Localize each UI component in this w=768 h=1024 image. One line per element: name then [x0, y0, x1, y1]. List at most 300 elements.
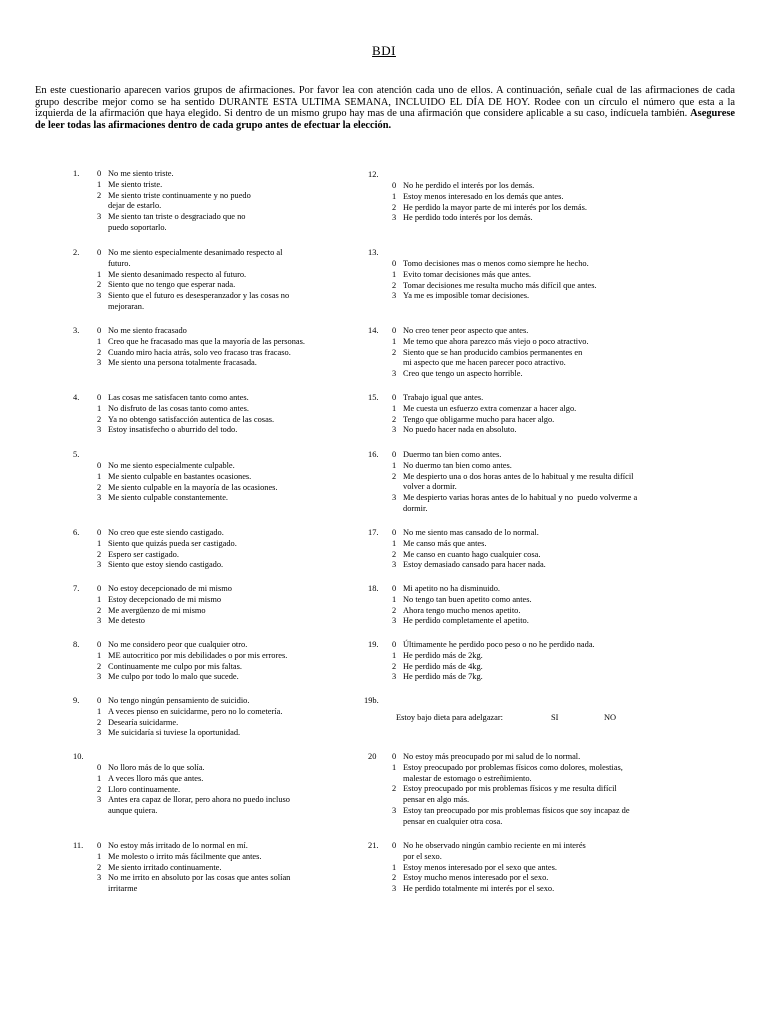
- option-number[interactable]: 1: [97, 538, 102, 548]
- option-text: Desearía suicidarme.: [108, 717, 179, 727]
- option-number[interactable]: 2: [392, 784, 397, 794]
- option-number[interactable]: 1: [392, 538, 397, 548]
- option-text: Antes era capaz de llorar, pero ahora no puedo incluso: [108, 795, 290, 805]
- option-text: He perdido todo interés por los demás.: [403, 213, 533, 223]
- answer-option[interactable]: [392, 806, 630, 828]
- option-number[interactable]: 1: [392, 862, 397, 872]
- answer-option[interactable]: [392, 291, 597, 302]
- option-number[interactable]: 3: [97, 212, 102, 222]
- answer-option[interactable]: [97, 863, 290, 874]
- option-number[interactable]: 3: [392, 805, 397, 815]
- option-number[interactable]: 2: [97, 717, 102, 727]
- option-number[interactable]: 2: [392, 549, 397, 559]
- option-text: Tengo que obligarme mucho para hacer algo.: [403, 414, 555, 424]
- diet-question: [396, 713, 617, 722]
- option-text: No creo que este siendo castigado.: [108, 528, 224, 537]
- answer-options: [392, 752, 630, 828]
- option-number[interactable]: 0: [392, 326, 397, 335]
- option-number[interactable]: 1: [97, 403, 102, 413]
- answer-options: [97, 763, 290, 817]
- option-text: Siento que el futuro es desesperanzador y las cosas no: [108, 291, 290, 301]
- option-text-continued: dormir.: [403, 503, 428, 513]
- option-number[interactable]: 2: [392, 202, 397, 212]
- answer-option[interactable]: [392, 493, 637, 515]
- option-number[interactable]: 3: [97, 616, 102, 626]
- answer-option[interactable]: [392, 461, 637, 472]
- answer-option[interactable]: [97, 528, 237, 539]
- option-text: No lloro más de lo que solía.: [108, 763, 205, 772]
- answer-option[interactable]: [392, 550, 546, 561]
- answer-option[interactable]: [392, 528, 546, 539]
- option-number[interactable]: 2: [392, 873, 397, 883]
- option-text-continued: dejar de estarlo.: [108, 201, 162, 211]
- option-text: No me siento especialmente culpable.: [108, 461, 235, 470]
- option-text-continued: malestar de estomago o estreñimiento.: [403, 773, 532, 783]
- option-number[interactable]: 2: [97, 347, 102, 357]
- answer-option[interactable]: [97, 873, 290, 895]
- option-text: He perdido más de 2kg.: [403, 650, 483, 660]
- answer-option[interactable]: [392, 259, 597, 270]
- option-number[interactable]: 1: [97, 594, 102, 604]
- question-number: 13.: [368, 248, 379, 257]
- answer-options: [392, 259, 597, 302]
- option-number[interactable]: 3: [392, 884, 397, 894]
- option-number[interactable]: 0: [392, 752, 397, 761]
- option-text: Me siento una persona totalmente fracasada.: [108, 358, 257, 368]
- answer-option[interactable]: [97, 672, 287, 683]
- option-text: Me suicidaría si tuviese la oportunidad.: [108, 728, 241, 738]
- answer-options: [392, 640, 595, 683]
- answer-option[interactable]: [97, 493, 278, 504]
- option-number[interactable]: 3: [392, 213, 397, 223]
- option-number[interactable]: 1: [97, 773, 102, 783]
- option-text: Duermo tan bien como antes.: [403, 450, 502, 459]
- answer-option[interactable]: [392, 270, 597, 281]
- answer-option[interactable]: [392, 884, 586, 895]
- option-number[interactable]: 3: [97, 873, 102, 883]
- option-text: No me siento especialmente desanimado respecto al: [108, 248, 283, 257]
- answer-option[interactable]: [392, 450, 637, 461]
- answer-option[interactable]: [97, 795, 290, 817]
- option-number[interactable]: 0: [97, 584, 102, 593]
- option-number[interactable]: 0: [97, 696, 102, 705]
- option-text: Trabajo igual que antes.: [403, 393, 484, 402]
- option-number[interactable]: 1: [392, 460, 397, 470]
- option-text: Tomar decisiones me resulta mucho más difícil que antes.: [403, 280, 597, 290]
- answer-option[interactable]: [392, 672, 595, 683]
- option-text: No duermo tan bien como antes.: [403, 460, 512, 470]
- option-text: No estoy decepcionado de mi mismo: [108, 584, 232, 593]
- answer-option[interactable]: [97, 291, 289, 313]
- option-number[interactable]: 3: [392, 291, 397, 301]
- option-text-continued: mejoraran.: [108, 301, 145, 311]
- option-text: No me irrito en absoluto por las cosas que antes solían: [108, 873, 291, 883]
- option-text: Me siento tan triste o desgraciado que no: [108, 212, 246, 222]
- answer-option[interactable]: [97, 616, 232, 627]
- option-number[interactable]: 3: [97, 425, 102, 435]
- option-number[interactable]: 0: [97, 640, 102, 649]
- option-number[interactable]: 2: [97, 549, 102, 559]
- answer-option[interactable]: [97, 774, 290, 785]
- question-number: 6.: [73, 528, 80, 537]
- option-text: Estoy mucho menos interesado por el sexo.: [403, 873, 549, 883]
- option-number[interactable]: 2: [392, 605, 397, 615]
- option-text: He perdido más de 4kg.: [403, 661, 483, 671]
- option-text: He perdido la mayor parte de mi interés por los demás.: [403, 202, 587, 212]
- question-number: 14.: [368, 326, 379, 335]
- option-number[interactable]: 3: [392, 425, 397, 435]
- answer-option[interactable]: [392, 415, 576, 426]
- answer-option[interactable]: [392, 393, 576, 404]
- option-text-continued: futuro.: [108, 258, 131, 268]
- question-number: 21.: [368, 841, 379, 850]
- answer-option[interactable]: [392, 337, 589, 348]
- option-number[interactable]: 0: [97, 841, 102, 850]
- option-text: No estoy más irritado de lo normal en mí.: [108, 841, 248, 850]
- option-number[interactable]: 2: [392, 347, 397, 357]
- option-text: No estoy más preocupado por mi salud de lo normal.: [403, 752, 581, 761]
- option-text: Estoy preocupado por problemas físicos como dolores, molestias,: [403, 762, 623, 772]
- answer-option[interactable]: [392, 348, 589, 370]
- instructions: [35, 85, 735, 131]
- option-text-continued: pensar en algo más.: [403, 795, 470, 805]
- option-number[interactable]: 0: [97, 528, 102, 537]
- answer-option[interactable]: [392, 651, 595, 662]
- question-number: 2.: [73, 248, 80, 257]
- option-text: Estoy tan preocupado por mis problemas físicos que soy incapaz de: [403, 805, 630, 815]
- answer-option[interactable]: [97, 550, 237, 561]
- option-number[interactable]: 0: [392, 181, 397, 190]
- answer-option[interactable]: [97, 358, 305, 369]
- option-number[interactable]: 3: [97, 795, 102, 805]
- option-text: Me siento culpable en la mayoría de las ocasiones.: [108, 482, 278, 492]
- answer-option[interactable]: [97, 348, 305, 359]
- option-number[interactable]: 3: [392, 493, 397, 503]
- answer-option[interactable]: [97, 606, 232, 617]
- option-text-continued: mi aspecto que me hacen parecer poco atractivo.: [403, 358, 566, 368]
- option-text: Me siento culpable en bastantes ocasiones.: [108, 471, 252, 481]
- instructions-bold: Asegurese de leer todas las afirmaciones dentro de cada grupo antes de efectuar la elección.: [35, 108, 735, 131]
- option-text: Me despierto una o dos horas antes de lo habitual y me resulta difícil: [403, 471, 634, 481]
- answer-option[interactable]: [392, 560, 546, 571]
- option-text-continued: puedo soportarlo.: [108, 222, 167, 232]
- answer-option[interactable]: [97, 404, 274, 415]
- option-text: Cuando miro hacia atrás, solo veo fracaso tras fracaso.: [108, 347, 291, 357]
- option-text: No creo tener peor aspecto que antes.: [403, 326, 529, 335]
- answer-option[interactable]: [392, 616, 532, 627]
- option-number[interactable]: 1: [97, 471, 102, 481]
- option-text: Me canso en cuanto hago cualquier cosa.: [403, 549, 541, 559]
- option-text: Ya me es imposible tomar decisiones.: [403, 291, 530, 301]
- answer-option[interactable]: [97, 326, 305, 337]
- option-number[interactable]: 1: [392, 762, 397, 772]
- option-text: Estoy menos interesado en los demás que antes.: [403, 191, 564, 201]
- answer-option[interactable]: [392, 763, 630, 785]
- answer-option[interactable]: [97, 425, 274, 436]
- option-number[interactable]: 1: [392, 336, 397, 346]
- option-number[interactable]: 2: [97, 862, 102, 872]
- answer-option[interactable]: [97, 651, 287, 662]
- answer-option[interactable]: [97, 595, 232, 606]
- answer-options: [392, 528, 546, 571]
- option-text: Estoy decepcionado de mi mismo: [108, 594, 222, 604]
- answer-option[interactable]: [97, 169, 251, 180]
- option-text-continued: aunque quiera.: [108, 806, 158, 816]
- option-number[interactable]: 0: [392, 450, 397, 459]
- option-text: No tengo tan buen apetito como antes.: [403, 594, 532, 604]
- option-number[interactable]: 2: [392, 414, 397, 424]
- question-number: 7.: [73, 584, 80, 593]
- answer-option[interactable]: [392, 404, 576, 415]
- option-number[interactable]: 2: [97, 414, 102, 424]
- option-number[interactable]: 0: [392, 393, 397, 402]
- answer-options: [392, 584, 532, 627]
- instructions-text: En este cuestionario aparecen varios grupos de afirmaciones. Por favor lea con atención cada uno de ellos. A continuación, señale cual de las afirmaciones de cada grupo describe mejor como se ha sentido DURANTE ESTA ULTIMA SEMANA, INCLUIDO EL DÍA DE HOY. Rodee con un círculo el número que esta a la izquierda de la afirmación que haya elegido. Si dentro de un mismo grupo hay mas de una afirmación que considere aplicable a su caso, indícuela también.: [35, 85, 735, 120]
- answer-option[interactable]: [392, 203, 587, 214]
- option-number[interactable]: 1: [392, 403, 397, 413]
- option-number[interactable]: 1: [97, 650, 102, 660]
- question-number: 10.: [73, 752, 84, 761]
- answer-option[interactable]: [392, 181, 587, 192]
- answer-option[interactable]: [97, 461, 278, 472]
- answer-option[interactable]: [97, 483, 278, 494]
- option-text: No me considero peor que cualquier otro.: [108, 640, 248, 649]
- option-number[interactable]: 2: [97, 280, 102, 290]
- answer-option[interactable]: [97, 584, 232, 595]
- answer-option[interactable]: [97, 280, 289, 291]
- option-text: No he observado ningún cambio reciente en mi interés: [403, 841, 586, 850]
- option-number[interactable]: 0: [97, 248, 102, 257]
- option-text: Últimamente he perdido poco peso o no he perdido nada.: [403, 640, 595, 649]
- diet-question-text: Estoy bajo dieta para adelgazar:: [396, 713, 503, 722]
- answer-option[interactable]: [392, 539, 546, 550]
- answer-option[interactable]: [392, 784, 630, 806]
- answer-option[interactable]: [392, 606, 532, 617]
- option-text-continued: por el sexo.: [403, 851, 442, 861]
- option-text: No puedo hacer nada en absoluto.: [403, 425, 517, 435]
- option-number[interactable]: 3: [392, 560, 397, 570]
- answer-option[interactable]: [97, 180, 251, 191]
- answer-option[interactable]: [392, 752, 630, 763]
- option-number[interactable]: 2: [392, 280, 397, 290]
- answer-option[interactable]: [392, 281, 597, 292]
- option-number[interactable]: 2: [97, 482, 102, 492]
- option-number[interactable]: 0: [392, 584, 397, 593]
- option-text: No he perdido el interés por los demás.: [403, 181, 535, 190]
- answer-option[interactable]: [392, 213, 587, 224]
- option-number[interactable]: 1: [97, 269, 102, 279]
- answer-options: [97, 461, 278, 504]
- answer-option[interactable]: [97, 270, 289, 281]
- answer-options: [97, 528, 237, 571]
- option-text: Me molesto o irrito más fácilmente que antes.: [108, 851, 262, 861]
- answer-option[interactable]: [392, 369, 589, 380]
- option-number[interactable]: 0: [97, 763, 102, 772]
- answer-options: [392, 841, 586, 895]
- question-number: 5.: [73, 450, 80, 459]
- option-text-continued: pensar en cualquier otra cosa.: [403, 816, 503, 826]
- answer-option[interactable]: [97, 841, 290, 852]
- answer-option[interactable]: [97, 696, 282, 707]
- option-number[interactable]: 1: [392, 191, 397, 201]
- option-number[interactable]: 0: [392, 528, 397, 537]
- answer-option[interactable]: [97, 785, 290, 796]
- option-number[interactable]: 0: [392, 259, 397, 268]
- answer-option[interactable]: [392, 326, 589, 337]
- answer-option[interactable]: [392, 584, 532, 595]
- option-text: Ahora tengo mucho menos apetito.: [403, 605, 521, 615]
- option-text: Me siento culpable constantemente.: [108, 493, 229, 503]
- question-number: 1.: [73, 169, 80, 178]
- option-number[interactable]: 3: [97, 291, 102, 301]
- answer-option[interactable]: [97, 191, 251, 213]
- option-number[interactable]: 1: [97, 706, 102, 716]
- answer-options: [97, 584, 232, 627]
- option-text: Me despierto varias horas antes de lo habitual y no puedo volverme a: [403, 493, 638, 503]
- option-number[interactable]: 2: [97, 661, 102, 671]
- answer-option[interactable]: [392, 595, 532, 606]
- answer-option[interactable]: [97, 560, 237, 571]
- option-text: Me detesto: [108, 616, 145, 626]
- option-text: Evito tomar decisiones más que antes.: [403, 269, 531, 279]
- answer-option[interactable]: [97, 248, 289, 270]
- option-number[interactable]: 2: [392, 661, 397, 671]
- answer-option[interactable]: [97, 662, 287, 673]
- answer-options: [97, 169, 251, 234]
- answer-option[interactable]: [97, 212, 251, 234]
- option-text-continued: volver a dormir.: [403, 482, 457, 492]
- option-number[interactable]: 1: [97, 336, 102, 346]
- answer-options: [392, 393, 576, 436]
- option-number[interactable]: 3: [97, 493, 102, 503]
- option-number[interactable]: 3: [97, 358, 102, 368]
- answer-option[interactable]: [392, 863, 586, 874]
- option-number[interactable]: 3: [97, 672, 102, 682]
- option-text: Siento que quizás pueda ser castigado.: [108, 538, 237, 548]
- page-title: BDI: [372, 43, 396, 58]
- answer-option[interactable]: [97, 852, 290, 863]
- option-number[interactable]: 0: [97, 169, 102, 178]
- answer-option[interactable]: [97, 707, 282, 718]
- option-number[interactable]: 1: [392, 269, 397, 279]
- option-number[interactable]: 0: [97, 393, 102, 402]
- option-number[interactable]: 3: [97, 560, 102, 570]
- option-text: Estoy menos interesado por el sexo que antes.: [403, 862, 557, 872]
- option-text: Me siento triste.: [108, 179, 163, 189]
- answer-option[interactable]: [97, 718, 282, 729]
- question-number: 12.: [368, 170, 379, 179]
- option-number[interactable]: 1: [97, 851, 102, 861]
- option-text: ME autocritico por mis debilidades o por mis errores.: [108, 650, 288, 660]
- option-text: Estoy preocupado por mis problemas físicos y me resulta difícil: [403, 784, 617, 794]
- question-number: 4.: [73, 393, 80, 402]
- option-number[interactable]: 2: [97, 190, 102, 200]
- option-text: Estoy insatisfecho o aburrido del todo.: [108, 425, 238, 435]
- option-text: Siento que no tengo que esperar nada.: [108, 280, 236, 290]
- answer-options: [392, 181, 587, 224]
- diet-no-option[interactable]: NO: [604, 713, 617, 722]
- option-number[interactable]: 3: [97, 728, 102, 738]
- option-text: No me siento fracasado: [108, 326, 187, 335]
- option-number[interactable]: 0: [97, 326, 102, 335]
- answer-option[interactable]: [97, 337, 305, 348]
- answer-option[interactable]: [392, 873, 586, 884]
- option-text: Las cosas me satisfacen tanto como antes.: [108, 393, 249, 402]
- option-number[interactable]: 2: [97, 605, 102, 615]
- option-number[interactable]: 2: [97, 784, 102, 794]
- option-text: Me avergüenzo de mi mismo: [108, 605, 206, 615]
- option-number[interactable]: 0: [392, 640, 397, 649]
- answer-option[interactable]: [97, 640, 287, 651]
- option-text: Me temo que ahora parezco más viejo o poco atractivo.: [403, 336, 589, 346]
- option-number[interactable]: 1: [392, 650, 397, 660]
- answer-option[interactable]: [97, 415, 274, 426]
- option-text: Siento que se han producido cambios permanentes en: [403, 347, 583, 357]
- question-number: 11.: [73, 841, 84, 850]
- answer-options: [97, 696, 282, 739]
- option-text-continued: irritarme: [108, 884, 138, 894]
- question-number: 3.: [73, 326, 80, 335]
- option-number[interactable]: 0: [97, 461, 102, 470]
- option-text: Me siento desanimado respecto al futuro.: [108, 269, 247, 279]
- answer-option[interactable]: [97, 472, 278, 483]
- option-number[interactable]: 3: [392, 672, 397, 682]
- question-number: 18.: [368, 584, 379, 593]
- option-number[interactable]: 3: [392, 369, 397, 379]
- option-text: No me siento triste.: [108, 169, 174, 178]
- option-text: Estoy demasiado cansado para hacer nada.: [403, 560, 546, 570]
- option-text: Tomo decisiones mas o menos como siempre he hecho.: [403, 259, 589, 268]
- option-number[interactable]: 1: [97, 179, 102, 189]
- question-number: 20: [368, 752, 377, 761]
- option-number[interactable]: 1: [392, 594, 397, 604]
- answer-options: [392, 450, 637, 515]
- answer-option[interactable]: [392, 192, 587, 203]
- answer-option[interactable]: [97, 539, 237, 550]
- question-number: 9.: [73, 696, 80, 705]
- option-text: Me culpo por todo lo malo que sucede.: [108, 672, 239, 682]
- option-number[interactable]: 0: [392, 841, 397, 850]
- option-number[interactable]: 3: [392, 616, 397, 626]
- option-text: No tengo ningún pensamiento de suicidio.: [108, 696, 250, 705]
- option-text: He perdido completamente el apetito.: [403, 616, 529, 626]
- answer-option[interactable]: [97, 763, 290, 774]
- option-text: He perdido totalmente mi interés por el sexo.: [403, 884, 555, 894]
- question-19b-number: 19b.: [364, 696, 379, 705]
- option-text: A veces pienso en suicidarme, pero no lo cometería.: [108, 706, 283, 716]
- option-text: He perdido más de 7kg.: [403, 672, 483, 682]
- option-text: Mi apetito no ha disminuido.: [403, 584, 501, 593]
- answer-options: [392, 326, 589, 380]
- answer-option[interactable]: [392, 472, 637, 494]
- question-number: 19.: [368, 640, 379, 649]
- answer-options: [97, 248, 289, 313]
- option-text: Me cuesta un esfuerzo extra comenzar a hacer algo.: [403, 403, 577, 413]
- option-text: Me canso más que antes.: [403, 538, 487, 548]
- answer-options: [97, 326, 305, 369]
- answer-option[interactable]: [392, 425, 576, 436]
- answer-option[interactable]: [97, 728, 282, 739]
- question-number: 8.: [73, 640, 80, 649]
- answer-option[interactable]: [392, 640, 595, 651]
- answer-option[interactable]: [392, 662, 595, 673]
- answer-options: [97, 393, 274, 436]
- answer-option[interactable]: [392, 841, 586, 863]
- option-number[interactable]: 2: [392, 471, 397, 481]
- diet-yes-option[interactable]: SI: [551, 713, 559, 722]
- option-text: Me siento triste continuamente y no puedo: [108, 190, 251, 200]
- answer-option[interactable]: [97, 393, 274, 404]
